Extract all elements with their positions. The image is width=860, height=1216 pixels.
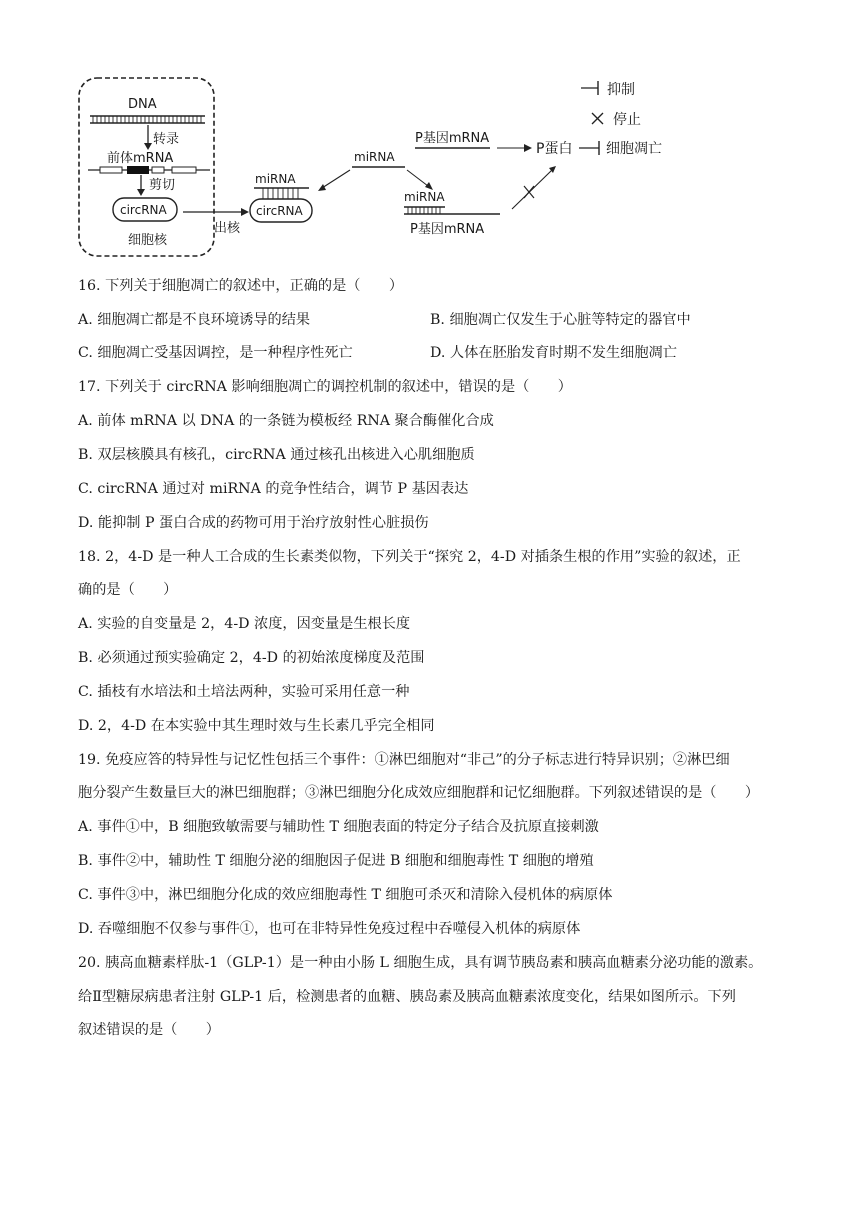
transcription-label: 转录 <box>153 132 180 147</box>
question-19-option-d: D. 吞噬细胞不仅参与事件①，也可在非特异性免疫过程中吞噬侵入机体的病原体 <box>78 921 581 937</box>
circrna-cytoplasm-label: circRNA <box>256 204 303 218</box>
question-18-option-d: D. 2，4-D 在本实验中其生理时效与生长素几乎完全相同 <box>78 718 435 734</box>
stopped-translation-arrow <box>512 166 556 209</box>
dna-label: DNA <box>128 97 157 112</box>
question-18-stem-line-1: 18. 2，4-D 是一种人工合成的生长素类似物，下列关于“探究 2，4-D 对插条生根的作用”实验的叙述，正 <box>78 549 741 565</box>
legend-stop-symbol <box>592 113 603 124</box>
question-18-stem-line-2: 确的是（ ） <box>78 582 178 598</box>
nucleus-label: 细胞核 <box>128 233 168 248</box>
apoptosis-label: 细胞凋亡 <box>606 141 662 157</box>
p-mrna-top-label: P基因mRNA <box>415 131 490 146</box>
transcription-arrow <box>144 125 152 150</box>
legend-inhibit-symbol <box>581 81 598 95</box>
question-16-option-d: D. 人体在胚胎发育时期不发生细胞凋亡 <box>430 345 677 361</box>
question-18-option-a: A. 实验的自变量是 2，4-D 浓度，因变量是生根长度 <box>78 616 411 632</box>
mirna-p-mrna-complex <box>404 207 500 214</box>
question-19-option-b: B. 事件②中，辅助性 T 细胞分泌的细胞因子促进 B 细胞和细胞毒性 T 细胞的增殖 <box>78 853 594 869</box>
question-17-option-a: A. 前体 mRNA 以 DNA 的一条链为模板经 RNA 聚合酶催化合成 <box>78 413 494 429</box>
splicing-label: 剪切 <box>149 178 176 193</box>
question-20-stem-line-3: 叙述错误的是（ ） <box>78 1022 220 1038</box>
question-16-stem: 16. 下列关于细胞凋亡的叙述中，正确的是（ ） <box>78 278 404 294</box>
mirna-to-p-mrna-arrow <box>407 170 433 190</box>
question-19-stem-line-1: 19. 免疫应答的特异性与记忆性包括三个事件：①淋巴细胞对“非己”的分子标志进行特异识别；②淋巴细 <box>78 752 730 768</box>
circrna-mechanism-diagram <box>0 0 860 270</box>
question-16-option-a: A. 细胞凋亡都是不良环境诱导的结果 <box>78 312 311 328</box>
question-17-option-d: D. 能抑制 P 蛋白合成的药物可用于治疗放射性心脏损伤 <box>78 515 429 531</box>
question-20-stem-line-2: 给Ⅱ型糖尿病患者注射 GLP-1 后，检测患者的血糖、胰岛素及胰高血糖素浓度变化，结果如图所示。下列 <box>78 989 736 1005</box>
question-16-option-c: C. 细胞凋亡受基因调控，是一种程序性死亡 <box>78 345 353 361</box>
mirna-bottom-label: miRNA <box>404 190 445 204</box>
splicing-arrow <box>137 175 145 196</box>
translation-arrow <box>497 144 532 152</box>
question-17-stem: 17. 下列关于 circRNA 影响细胞凋亡的调控机制的叙述中，错误的是（ ） <box>78 379 572 395</box>
legend-stop-label: 停止 <box>613 112 641 128</box>
legend-inhibit-label: 抑制 <box>607 82 635 98</box>
question-17-option-b: B. 双层核膜具有核孔，circRNA 通过核孔出核进入心肌细胞质 <box>78 447 475 463</box>
mirna-to-circrna-arrow <box>318 170 350 191</box>
question-19-option-a: A. 事件①中，B 细胞致敏需要与辅助性 T 细胞表面的特定分子结合及抗原直接刺激 <box>78 819 599 835</box>
question-19-option-c: C. 事件③中，淋巴细胞分化成的效应细胞毒性 T 细胞可杀灭和清除入侵机体的病原体 <box>78 887 613 903</box>
mirna-center-label: miRNA <box>354 150 395 164</box>
pre-mrna-strand <box>88 166 210 174</box>
circrna-nuclear-label: circRNA <box>120 203 167 217</box>
question-20-stem-line-1: 20. 胰高血糖素样肽-1（GLP-1）是一种由小肠 L 细胞生成，具有调节胰岛素和胰高血糖素分泌功能的激素。 <box>78 955 763 971</box>
export-label: 出核 <box>214 221 241 236</box>
pre-mrna-label: 前体mRNA <box>107 151 174 166</box>
dna-strand <box>90 116 205 123</box>
p-protein-label: P蛋白 <box>536 141 573 157</box>
question-18-option-c: C. 插枝有水培法和土培法两种，实验可采用任意一种 <box>78 684 410 700</box>
export-arrow <box>183 208 249 216</box>
mirna-bound-label: miRNA <box>255 172 296 186</box>
question-16-option-b: B. 细胞凋亡仅发生于心脏等特定的器官中 <box>430 312 691 328</box>
question-17-option-c: C. circRNA 通过对 miRNA 的竞争性结合，调节 P 基因表达 <box>78 481 469 497</box>
question-19-stem-line-2: 胞分裂产生数量巨大的淋巴细胞群；③淋巴细胞分化成效应细胞群和记忆细胞群。下列叙述错误的是（ ） <box>78 785 760 801</box>
inhibit-apoptosis-symbol <box>579 141 599 155</box>
question-18-option-b: B. 必须通过预实验确定 2，4-D 的初始浓度梯度及范围 <box>78 650 425 666</box>
p-mrna-bottom-label: P基因mRNA <box>410 222 485 237</box>
